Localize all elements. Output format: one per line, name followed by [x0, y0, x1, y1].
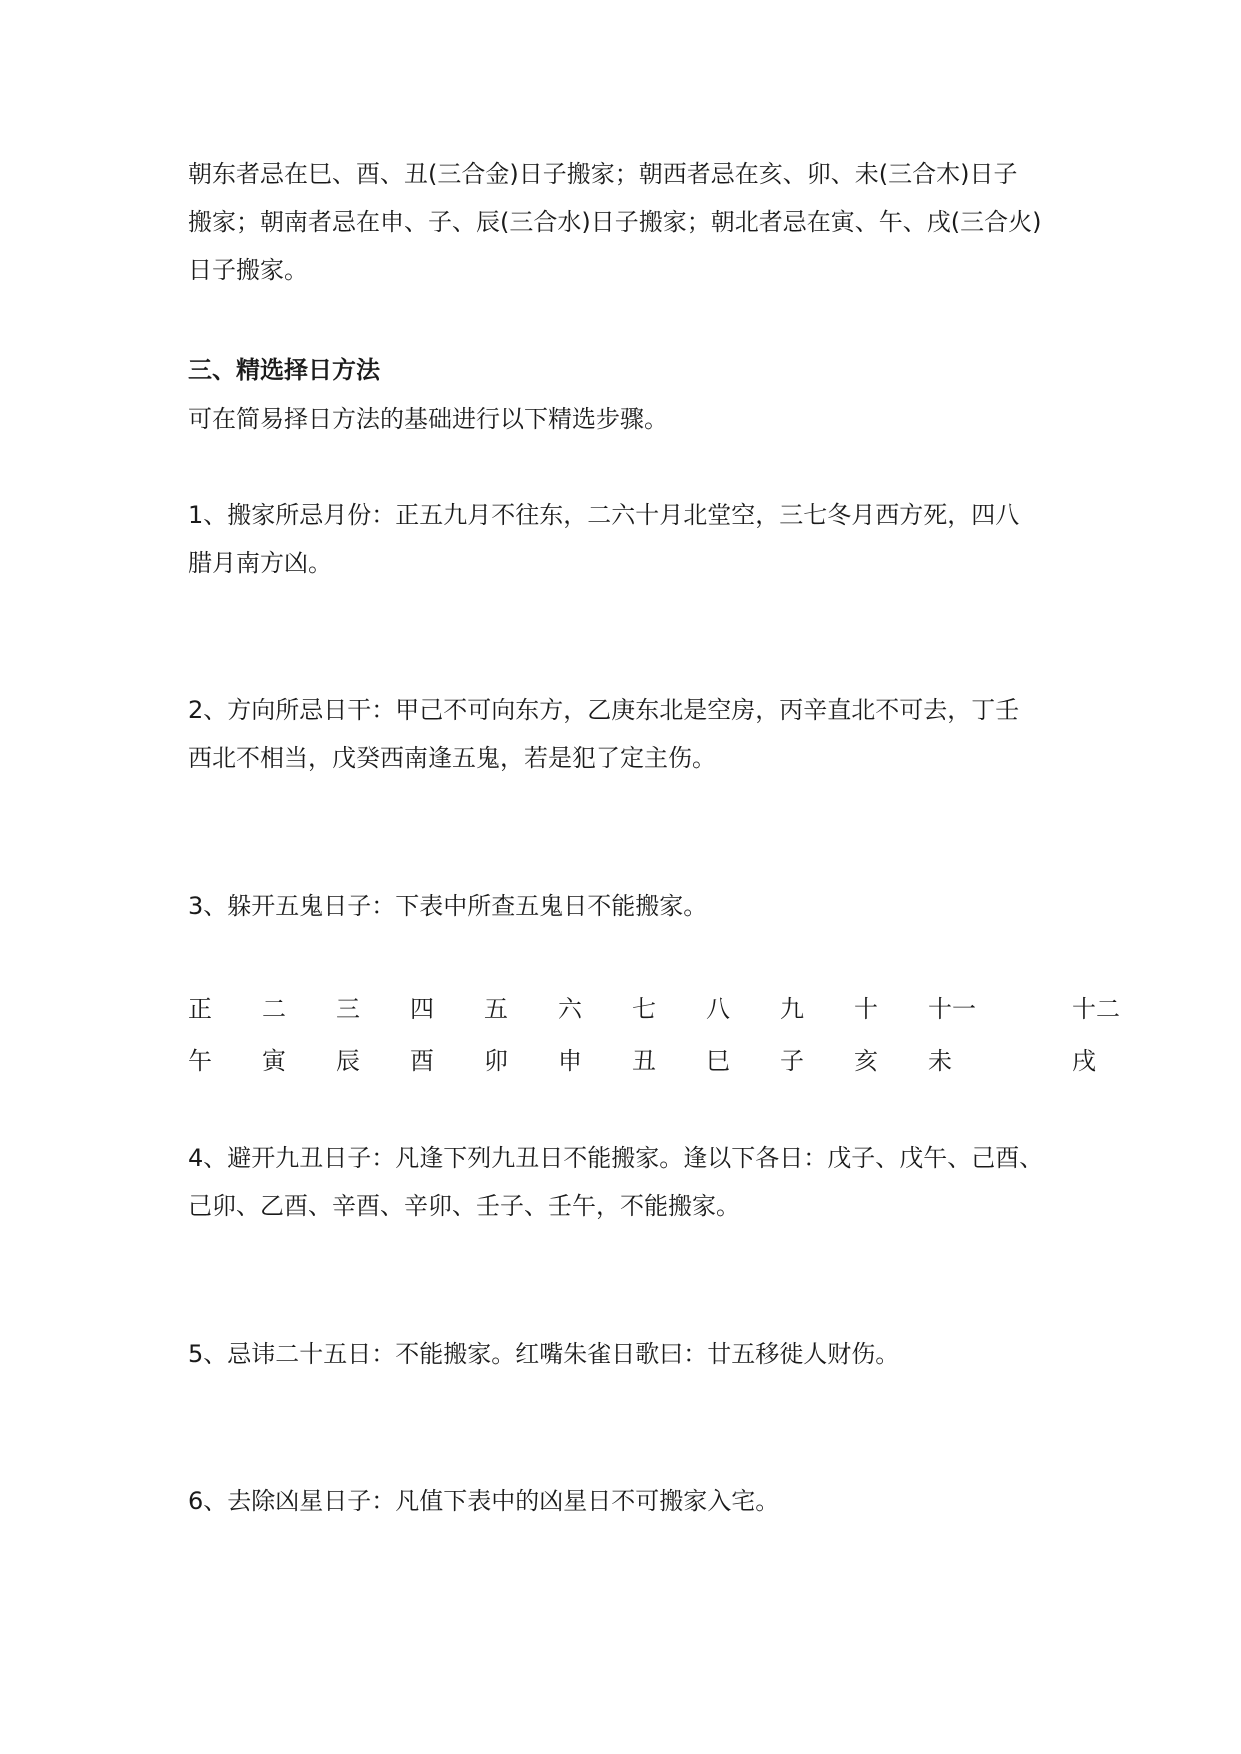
month-cell: 正	[188, 995, 212, 1023]
text-line: 4、避开九丑日子：凡逢下列九丑日不能搬家。逢以下各日：戊子、戊午、己酉、	[188, 1144, 1044, 1172]
month-cell: 六	[558, 995, 582, 1023]
text-line: 5、忌讳二十五日：不能搬家。红嘴朱雀日歌曰：廿五移徙人财伤。	[188, 1340, 900, 1368]
text-line: 西北不相当，戊癸西南逢五鬼，若是犯了定主伤。	[188, 744, 716, 772]
text-line: 1、搬家所忌月份：正五九月不往东，二六十月北堂空，三七冬月西方死，四八	[188, 501, 1020, 529]
section-intro: 可在简易择日方法的基础进行以下精选步骤。	[188, 405, 668, 433]
month-cell: 十二	[1072, 995, 1120, 1023]
intro-paragraph	[188, 150, 1068, 294]
day-cell: 酉	[410, 1047, 434, 1075]
step-5	[188, 1330, 1068, 1378]
month-cell: 十	[854, 995, 878, 1023]
month-cell: 八	[706, 995, 730, 1023]
step-4	[188, 1134, 1068, 1230]
step-1	[188, 491, 1068, 587]
month-cell: 二	[262, 995, 286, 1023]
text-line: 6、去除凶星日子：凡值下表中的凶星日不可搬家入宅。	[188, 1487, 780, 1515]
month-cell: 五	[484, 995, 508, 1023]
day-cell: 丑	[632, 1047, 656, 1075]
section-heading: 三、精选择日方法	[188, 356, 380, 384]
text-line: 2、方向所忌日干：甲己不可向东方，乙庚东北是空房，丙辛直北不可去，丁壬	[188, 696, 1020, 724]
day-cell: 申	[558, 1047, 582, 1075]
day-cell: 午	[188, 1047, 212, 1075]
text-line: 腊月南方凶。	[188, 549, 332, 577]
step-3	[188, 882, 1068, 930]
month-cell: 七	[632, 995, 656, 1023]
day-cell: 寅	[262, 1047, 286, 1075]
day-row	[188, 1035, 1128, 1087]
month-cell: 九	[780, 995, 804, 1023]
day-cell: 卯	[484, 1047, 508, 1075]
text-line: 己卯、乙酉、辛酉、辛卯、壬子、壬午，不能搬家。	[188, 1192, 740, 1220]
text-line: 搬家；朝南者忌在申、子、辰(三合水)日子搬家；朝北者忌在寅、午、戌(三合火)	[188, 208, 1042, 236]
day-cell: 子	[780, 1047, 804, 1075]
month-cell: 三	[336, 995, 360, 1023]
day-cell: 亥	[854, 1047, 878, 1075]
step-2	[188, 686, 1068, 782]
five-ghost-day-table	[188, 983, 1128, 1087]
step-6	[188, 1477, 1068, 1525]
text-line: 3、躲开五鬼日子：下表中所查五鬼日不能搬家。	[188, 892, 708, 920]
day-cell: 戌	[1072, 1047, 1096, 1075]
day-cell: 未	[928, 1047, 952, 1075]
month-cell: 四	[410, 995, 434, 1023]
text-line: 朝东者忌在巳、酉、丑(三合金)日子搬家；朝西者忌在亥、卯、未(三合木)日子	[188, 160, 1018, 188]
day-cell: 巳	[706, 1047, 730, 1075]
text-line: 日子搬家。	[188, 256, 308, 284]
month-row	[188, 983, 1128, 1035]
month-cell: 十一	[928, 995, 976, 1023]
day-cell: 辰	[336, 1047, 360, 1075]
